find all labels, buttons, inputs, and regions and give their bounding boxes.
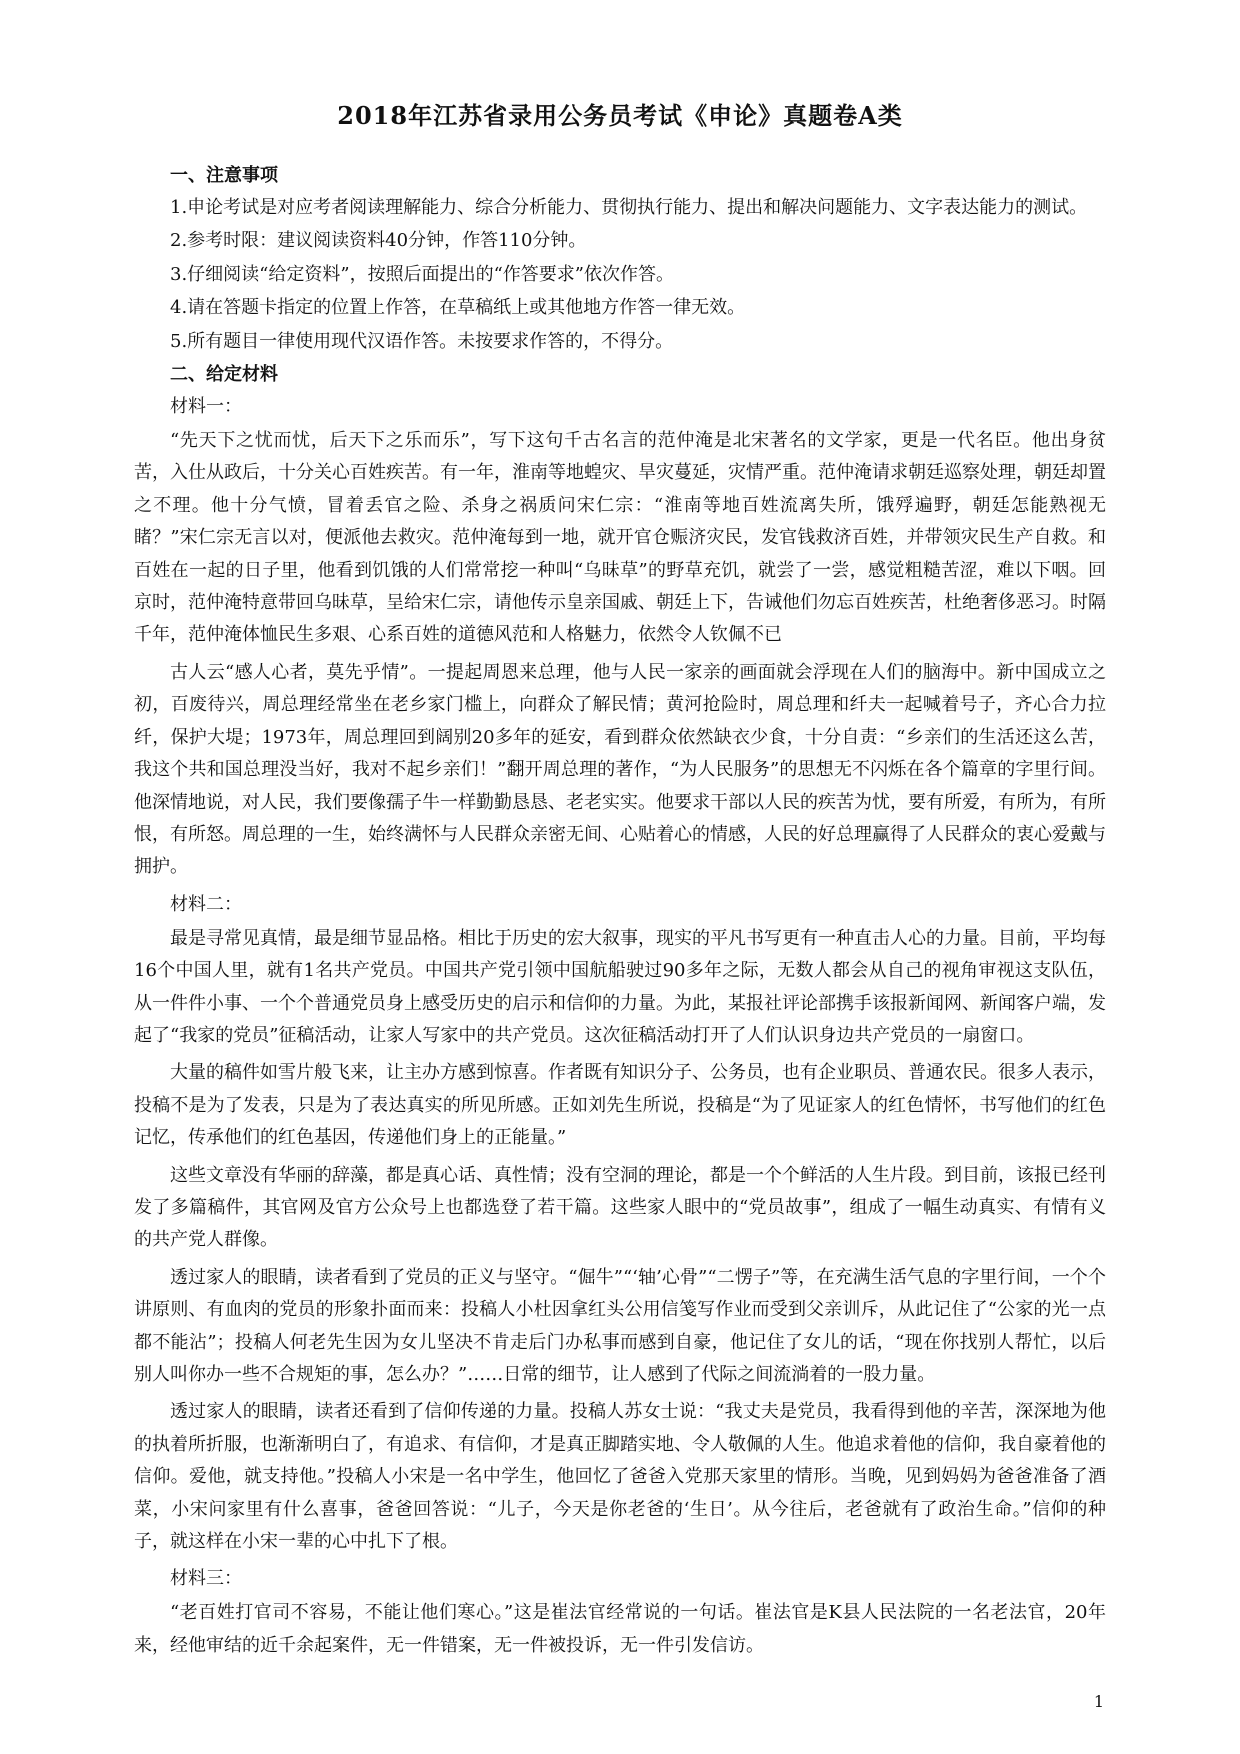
material-2-paragraph: 这些文章没有华丽的辞藻，都是真心话、真性情；没有空洞的理论，都是一个个鲜活的人生片段。到目前，该报已经刊发了多篇稿件，其官网及官方公众号上也都选登了若干篇。这些家人眼中的“党员故事”，组成了一幅生动真实、有情有义的共产党人群像。 <box>134 1164 1106 1251</box>
material-1-paragraph: 古人云“感人心者，莫先乎情”。一提起周恩来总理，他与人民一家亲的画面就会浮现在人们的脑海中。新中国成立之初，百废待兴，周总理经常坐在老乡家门槛上，向群众了解民情；黄河抢险时，周总理和纤夫一起喊着号子，齐心合力拉纤，保护大堤；1973年，周总理回到阔别20多年的延安，看到群众依然缺衣少食，十分自责：“乡亲们的生活还这么苦，我这个共和国总理没当好，我对不起乡亲们！”翻开周总理的著作，“为人民服务”的思想无不闪烁在各个篇章的字里行间。他深情地说，对人民，我们要像孺子牛一样勤勤恳恳、老老实实。他要求干部以人民的疾苦为忧，要有所爱，有所为，有所恨，有所怒。周总理的一生，始终满怀与人民群众亲密无间、心贴着心的情感，人民的好总理赢得了人民群众的衷心爱戴与拥护。 <box>134 661 1106 878</box>
note-item-3: 3.仔细阅读“给定资料”，按照后面提出的“作答要求”依次作答。 <box>170 263 674 285</box>
materials-heading: 二、给定材料 <box>170 364 278 386</box>
material-2-paragraph: 最是寻常见真情，最是细节显品格。相比于历史的宏大叙事，现实的平凡书写更有一种直击人心的力量。目前，平均每16个中国人里，就有1名共产党员。中国共产党引领中国航船驶过90多年之际，无数人都会从自己的视角审视这支队伍，从一件件小事、一个个普通党员身上感受历史的启示和信仰的力量。为此，某报社评论部携手该报新闻网、新闻客户端，发起了“我家的党员”征稿活动，让家人写家中的共产党员。这次征稿活动打开了人们认识身边共产党员的一扇窗口。 <box>134 927 1106 1046</box>
material-3-label: 材料三： <box>170 1568 242 1590</box>
note-item-1: 1.申论考试是对应考者阅读理解能力、综合分析能力、贯彻执行能力、提出和解决问题能力、文字表达能力的测试。 <box>170 197 1088 218</box>
page-content <box>134 100 1106 1667</box>
material-2-paragraph: 透过家人的眼睛，读者还看到了信仰传递的力量。投稿人苏女士说：“我丈夫是党员，我看得到他的辛苦，深深地为他的执着所折服，也渐渐明白了，有追求、有信仰，才是真正脚踏实地、令人敬佩的人生。他追求着他的信仰，我自豪着他的信仰。爱他，就支持他。”投稿人小宋是一名中学生，他回忆了爸爸入党那天家里的情形。当晚，见到妈妈为爸爸准备了酒菜，小宋问家里有什么喜事，爸爸回答说：“儿子，今天是你老爸的‘生日’。从今往后，老爸就有了政治生命。”信仰的种子，就这样在小宋一辈的心中扎下了根。 <box>134 1401 1106 1553</box>
notes-section <box>134 160 1106 358</box>
page-number: 1 <box>1093 1692 1104 1711</box>
material-3-paragraph: “老百姓打官司不容易，不能让他们寒心。”这是崔法官经常说的一句话。崔法官是K县人民法院的一名老法官，20年来，经他审结的近千余起案件，无一件错案，无一件被投诉，无一件引发信访。 <box>134 1602 1106 1656</box>
material-2-label: 材料二： <box>170 893 242 915</box>
material-2-paragraph: 大量的稿件如雪片般飞来，让主办方感到惊喜。作者既有知识分子、公务员，也有企业职员、普通农民。很多人表示，投稿不是为了发表，只是为了表达真实的所见所感。正如刘先生所说，投稿是“为了见证家人的红色情怀，书写他们的红色记忆，传承他们的红色基因，传递他们身上的正能量。” <box>134 1062 1106 1149</box>
note-item-5: 5.所有题目一律使用现代汉语作答。未按要求作答的，不得分。 <box>170 330 674 352</box>
note-item-2: 2.参考时限：建议阅读资料40分钟，作答110分钟。 <box>170 230 587 252</box>
note-item-4: 4.请在答题卡指定的位置上作答，在草稿纸上或其他地方作答一律无效。 <box>170 297 746 319</box>
material-2-paragraph: 透过家人的眼睛，读者看到了党员的正义与坚守。“倔牛”“‘轴’心骨”“二愣子”等，在充满生活气息的字里行间，一个个讲原则、有血肉的党员的形象扑面而来：投稿人小杜因拿红头公用信笺写作业而受到父亲训斥，从此记住了“公家的光一点都不能沾”；投稿人何老先生因为女儿坚决不肯走后门办私事而感到自豪，他记住了女儿的话，“现在你找别人帮忙，以后别人叫你办一些不合规矩的事，怎么办？”……日常的细节，让人感到了代际之间流淌着的一股力量。 <box>134 1266 1106 1385</box>
page-title: 2018年江苏省录用公务员考试《申论》真题卷A类 <box>337 101 903 130</box>
materials-section <box>134 359 1106 1662</box>
material-1-paragraph: “先天下之忧而忧，后天下之乐而乐”，写下这句千古名言的范仲淹是北宋著名的文学家，更是一代名臣。他出身贫苦，入仕从政后，十分关心百姓疾苦。有一年，淮南等地蝗灾、旱灾蔓延，灾情严重。范仲淹请求朝廷巡察处理，朝廷却置之不理。他十分气愤，冒着丢官之险、杀身之祸质问宋仁宗：“淮南等地百姓流离失所，饿殍遍野，朝廷怎能熟视无睹？”宋仁宗无言以对，便派他去救灾。范仲淹每到一地，就开官仓赈济灾民，发官钱救济百姓，并带领灾民生产自救。和百姓在一起的日子里，他看到饥饿的人们常常挖一种叫“乌昧草”的野草充饥，就尝了一尝，感觉粗糙苦涩，难以下咽。回京时，范仲淹特意带回乌昧草，呈给宋仁宗，请他传示皇亲国戚、朝廷上下，告诫他们勿忘百姓疾苦，杜绝奢侈恶习。时隔千年，范仲淹体恤民生多艰、心系百姓的道德风范和人格魅力，依然令人钦佩不已 <box>134 430 1106 646</box>
notes-heading: 一、注意事项 <box>170 165 278 186</box>
material-1-label: 材料一： <box>170 396 242 418</box>
